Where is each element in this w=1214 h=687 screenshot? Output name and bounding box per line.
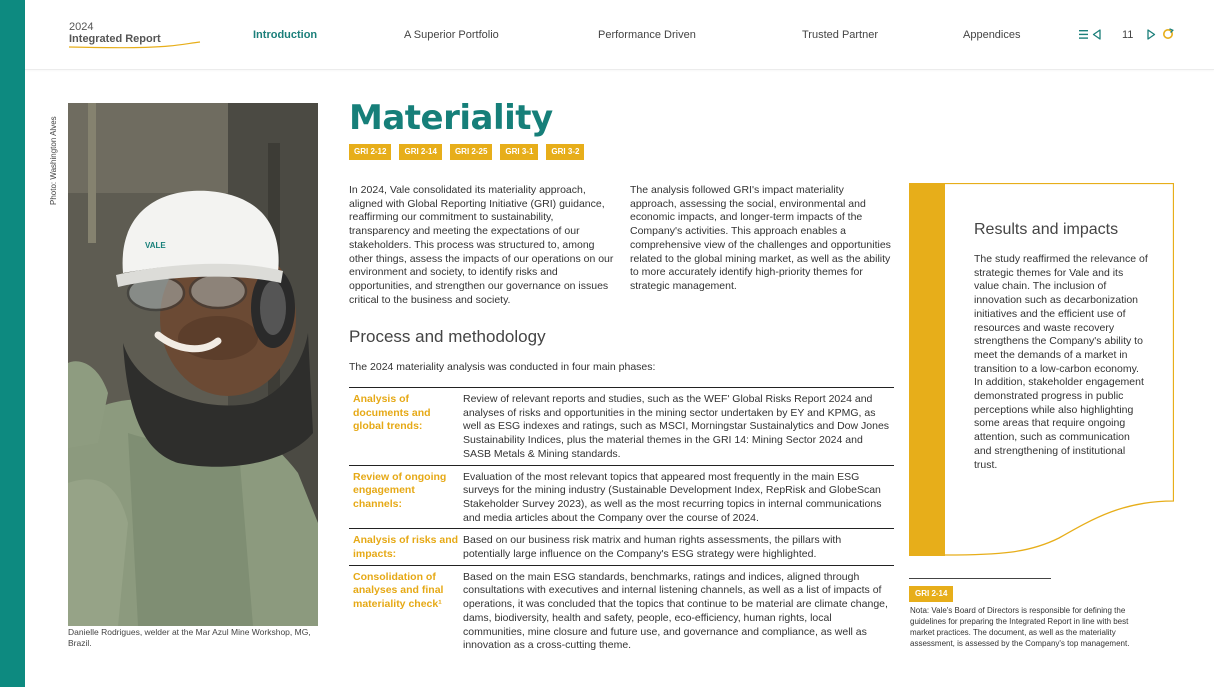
page-number: 11: [1122, 29, 1134, 41]
nav-trusted-partner[interactable]: Trusted Partner: [802, 29, 879, 41]
side-accent-bar: [0, 0, 25, 687]
phase-label: Analysis of risks and impacts:: [353, 534, 459, 561]
photo-caption: Danielle Rodrigues, welder at the Mar Azul Mine Workshop, MG, Brazil.: [68, 627, 311, 648]
page-navigator: [1079, 27, 1179, 43]
nav-appendices[interactable]: Appendices: [963, 29, 1021, 41]
gri-tag[interactable]: GRI 3-2: [546, 144, 584, 160]
nav-performance-driven[interactable]: Performance Driven: [598, 29, 696, 41]
phase-row: [349, 466, 894, 530]
note-gri-tag[interactable]: GRI 2-14: [909, 586, 953, 602]
next-arrow-icon[interactable]: [1147, 29, 1156, 40]
gri-tag[interactable]: GRI 2-25: [450, 144, 492, 160]
results-text: The study reaffirmed the relevance of strategic themes for Vale and its value chain. The inclusion of innovation such as decarbonization initiatives and the efficient use of resources and waste recovery strengthens the Company's ability to meet the demands of a market in transition to a low-carbon economy. In addition, stakeholder engagement demonstrated progress in public perceptions while also highlighting some areas that require ongoing attention, such as communication and strengthening of institutional trust.: [974, 253, 1148, 471]
refresh-icon[interactable]: [1162, 28, 1174, 40]
gri-tag[interactable]: GRI 2-12: [349, 144, 391, 160]
phase-label: Consolidation of analyses and final materiality check¹: [353, 570, 444, 611]
menu-icon[interactable]: [1079, 30, 1088, 39]
page-title: Materiality: [349, 98, 553, 138]
worker-photo: [68, 103, 318, 626]
section-title: Process and methodology: [349, 327, 546, 346]
gri-tag[interactable]: GRI 3-1: [500, 144, 538, 160]
prev-arrow-icon[interactable]: [1092, 29, 1101, 40]
phase-description: Based on the main ESG standards, benchmarks, ratings and indices, aligned through consultations with executives and internal listening channels, as well as a list of impacts of operations, it was concluded that the topics that continue to be material are climate change, dams, biodiversity, health and safety, people, eco-efficiency, human rights, local communities, mine closure and future use, and governance and compliance, as well as innovation as a cross-cutting theme.: [463, 570, 888, 652]
brand-underline-swoosh: [69, 41, 201, 51]
helmet-logo: VALE: [145, 241, 166, 250]
photo-credit: Photo: Washington Alves: [49, 116, 58, 205]
intro-paragraph: In 2024, Vale consolidated its materiality approach, aligned with Global Reporting Initiative (GRI) guidance, reaffirming our commitment to sustainability, transparency and meeting the expectations of our stakeholders. This process was structured to, among other things, assess the impacts of our operations on our environment and society, to identify risks and opportunities, and strengthen our governance on issues critical to the business and society.: [349, 184, 614, 306]
footnote-text: Nota: Vale's Board of Directors is responsible for defining the guidelines for preparing the Integrated Report in line with best market practices. The document, as well as the materiality assessment, is assessed by the Company's top management.: [910, 606, 1130, 648]
phase-row: [349, 529, 894, 565]
note-divider: [909, 578, 1051, 579]
gri-tag[interactable]: GRI 2-14: [399, 144, 441, 160]
phase-description: Review of relevant reports and studies, such as the WEF' Global Risks Report 2024 and analyses of risks and opportunities in the mining sector undertaken by EY and KPMG, as well as ESG indexes and ratings, such as MSCI, Morningstar Sustainalytics and Dow Jones Sustainability Indices, plus the material themes in the GRI 14: Mining Sector 2024 and SASB Metals & Mining standards.: [463, 393, 890, 460]
top-navigation: [25, 0, 1214, 70]
gri-tag-list: [349, 144, 584, 160]
phases-table: [349, 387, 894, 656]
brand-title: Integrated Report: [69, 33, 161, 45]
phase-description: Evaluation of the most relevant topics that appeared most frequently in the main ESG surveys for the mining industry (Sustainable Development Index, RepRisk and GlobeScan Stakeholder Survey 2023), as well as the most recurring topics in internal communications and media articles about the Company over the course of 2024.: [463, 470, 882, 524]
report-brand[interactable]: [69, 21, 161, 46]
nav-superior-portfolio[interactable]: A Superior Portfolio: [404, 29, 499, 41]
phase-description: Based on our business risk matrix and human rights assessments, the pillars with potentially large influence on the Company's ESG strategy were highlighted.: [463, 534, 842, 561]
phase-row: [349, 388, 894, 466]
analysis-paragraph: The analysis followed GRI's impact materiality approach, assessing the social, environmental and economic impacts, and longer-term impacts of the Company's activities. This approach enables a comprehensive view of the challenges and opportunities related to the global mining market, as well as the ability to more accurately identify high-priority themes for strategic management.: [630, 184, 891, 292]
phase-label: Review of ongoing engagement channels:: [353, 470, 447, 510]
nav-introduction[interactable]: Introduction: [253, 29, 318, 41]
brand-year: 2024: [69, 21, 94, 33]
phase-intro: The 2024 materiality analysis was conducted in four main phases:: [349, 361, 656, 373]
phase-label: Analysis of documents and global trends:: [353, 393, 431, 433]
results-title: Results and impacts: [974, 221, 1119, 238]
phase-row: [349, 566, 894, 656]
